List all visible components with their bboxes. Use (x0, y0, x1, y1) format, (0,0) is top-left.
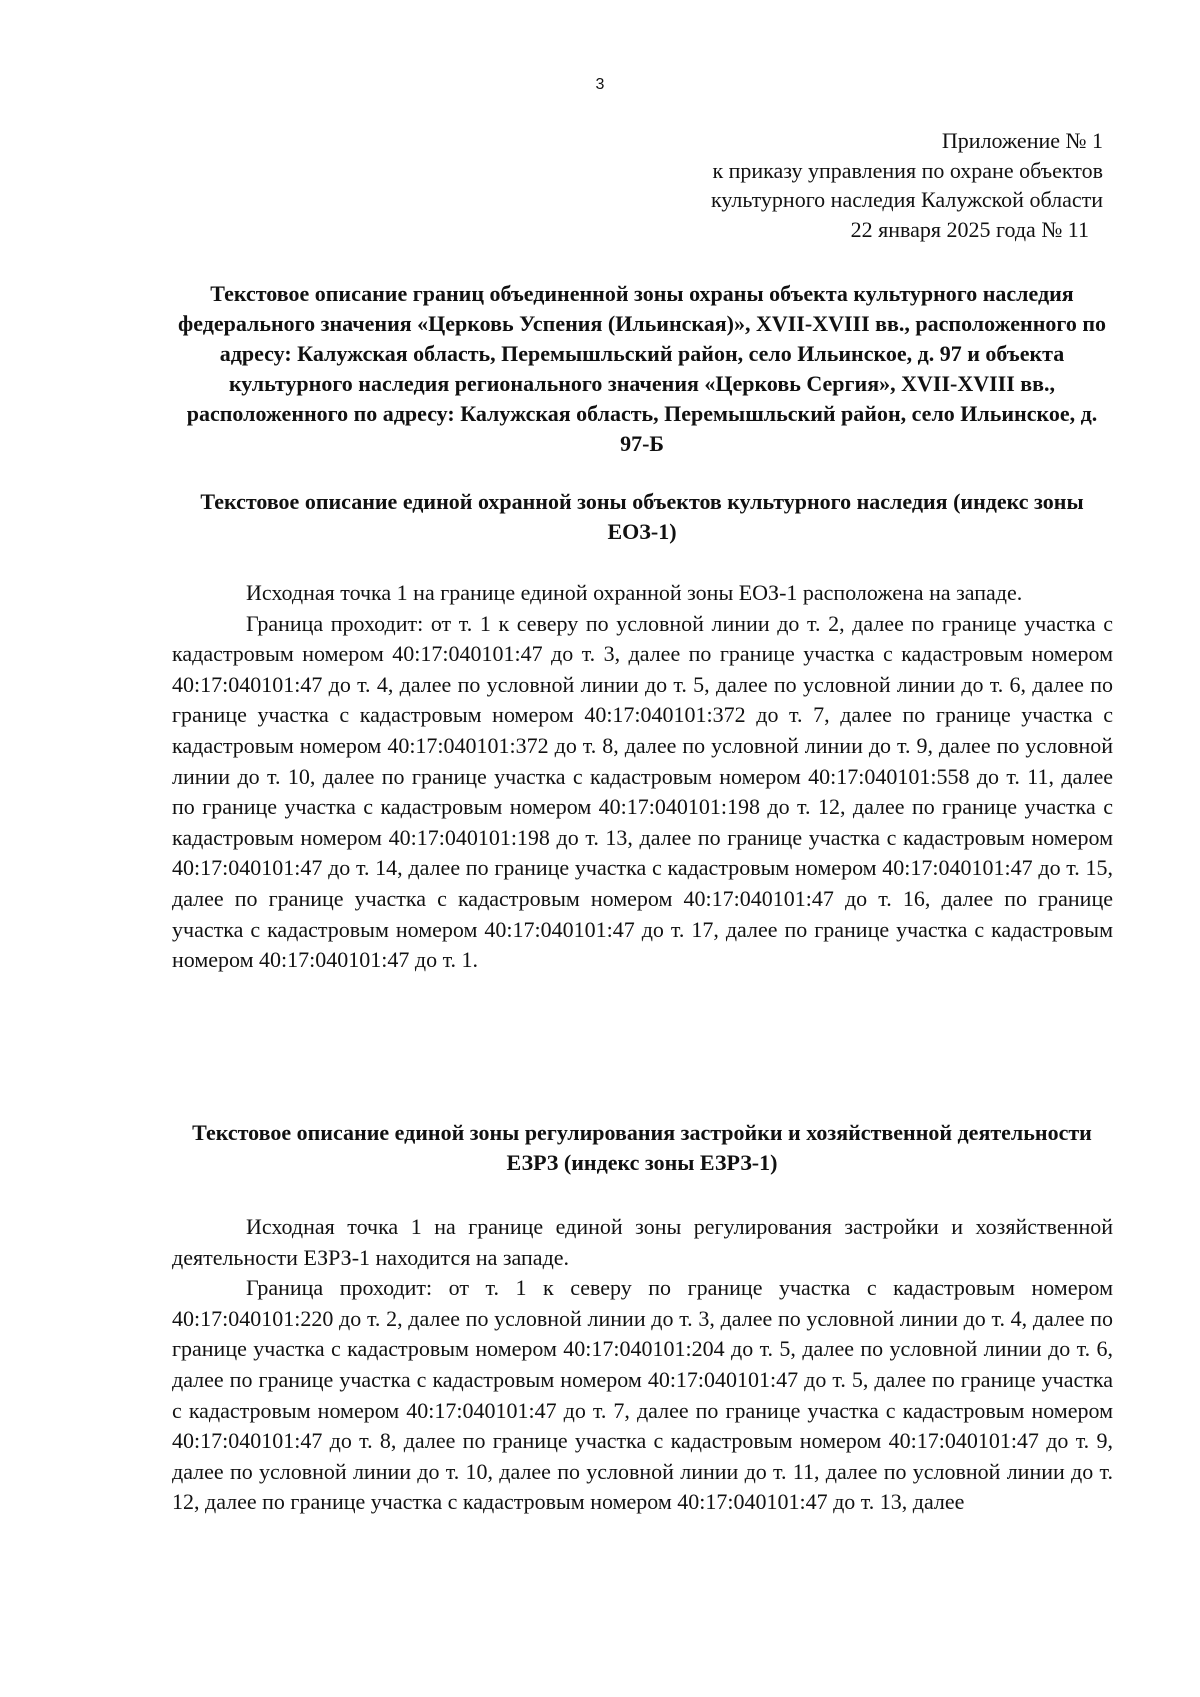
paragraph: Граница проходит: от т. 1 к северу по условной линии до т. 2, далее по границе участка с кадастровым номером 40:17:040101:47 до т. 3, далее по границе участка с кадастровым номером 40:17:040101:47 до т. 4, далее по условной линии до т. 5, далее по условной линии до т. 6, далее по границе участка с кадастровым номером 40:17:040101:372 до т. 7, далее по границе участка с кадастровым номером 40:17:040101:372 до т. 8, далее по условной линии до т. 9, далее по условной линии до т. 10, далее по границе участка с кадастровым номером 40:17:040101:558 до т. 11, далее по границе участка с кадастровым номером 40:17:040101:198 до т. 12, далее по границе участка с кадастровым номером 40:17:040101:198 до т. 13, далее по границе участка с кадастровым номером 40:17:040101:47 до т. 14, далее по границе участка с кадастровым номером 40:17:040101:47 до т. 15, далее по границе участка с кадастровым номером 40:17:040101:47 до т. 16, далее по границе участка с кадастровым номером 40:17:040101:47 до т. 17, далее по границе участка с кадастровым номером 40:17:040101:47 до т. 1. (172, 610, 1113, 973)
annex-line: к приказу управления по охране объектов (712, 157, 1103, 183)
section-2-title: Текстовое описание единой зоны регулирования застройки и хозяйственной деятельности ЕЗРЗ (индекс зоны ЕЗРЗ-1) (192, 1120, 1092, 1175)
section-2-body (172, 1212, 1113, 1518)
annex-line: культурного наследия Калужской области (711, 187, 1103, 212)
paragraph: Исходная точка 1 на границе единой охранной зоны ЕОЗ-1 расположена на западе. (246, 580, 1023, 605)
annex-line: Приложение № 1 (941, 128, 1103, 153)
document-title: Текстовое описание границ объединенной зоны охраны объекта культурного наследия федерального значения «Церковь Успения (Ильинская)», XVII-XVIII вв., расположенного по адресу: Калужская область, Перемышльский район, село Ильинское, д. 97 и объекта культурного наследия регионального значения «Церковь Сергия», XVII-XVIII вв., расположенного по адресу: Калужская область, Перемышльский район, село Ильинское, д. 97-Б (178, 281, 1106, 456)
page-number: 3 (595, 76, 605, 93)
annex-line: 22 января 2025 года № 11 (850, 216, 1089, 242)
paragraph: Граница проходит: от т. 1 к северу по границе участка с кадастровым номером 40:17:040101:220 до т. 2, далее по условной линии до т. 3, далее по условной линии до т. 4, далее по границе участка с кадастровым номером 40:17:040101:204 до т. 5, далее по условной линии до т. 6, далее по границе участка с кадастровым номером 40:17:040101:47 до т. 5, далее по границе участка с кадастровым номером 40:17:040101:47 до т. 7, далее по границе участка с кадастровым номером 40:17:040101:47 до т. 8, далее по границе участка с кадастровым номером 40:17:040101:47 до т. 9, далее по условной линии до т. 10, далее по условной линии до т. 11, далее по условной линии до т. 12, далее по границе участка с кадастровым номером 40:17:040101:47 до т. 13, далее (172, 1275, 1113, 1515)
annex-header (711, 126, 1103, 244)
paragraph: Исходная точка 1 на границе единой зоны регулирования застройки и хозяйственной деятельности ЕЗРЗ-1 находится на западе. (172, 1214, 1113, 1270)
section-1-title: Текстовое описание единой охранной зоны объектов культурного наследия (индекс зоны ЕОЗ-1) (200, 489, 1084, 544)
section-1-body (172, 578, 1113, 976)
